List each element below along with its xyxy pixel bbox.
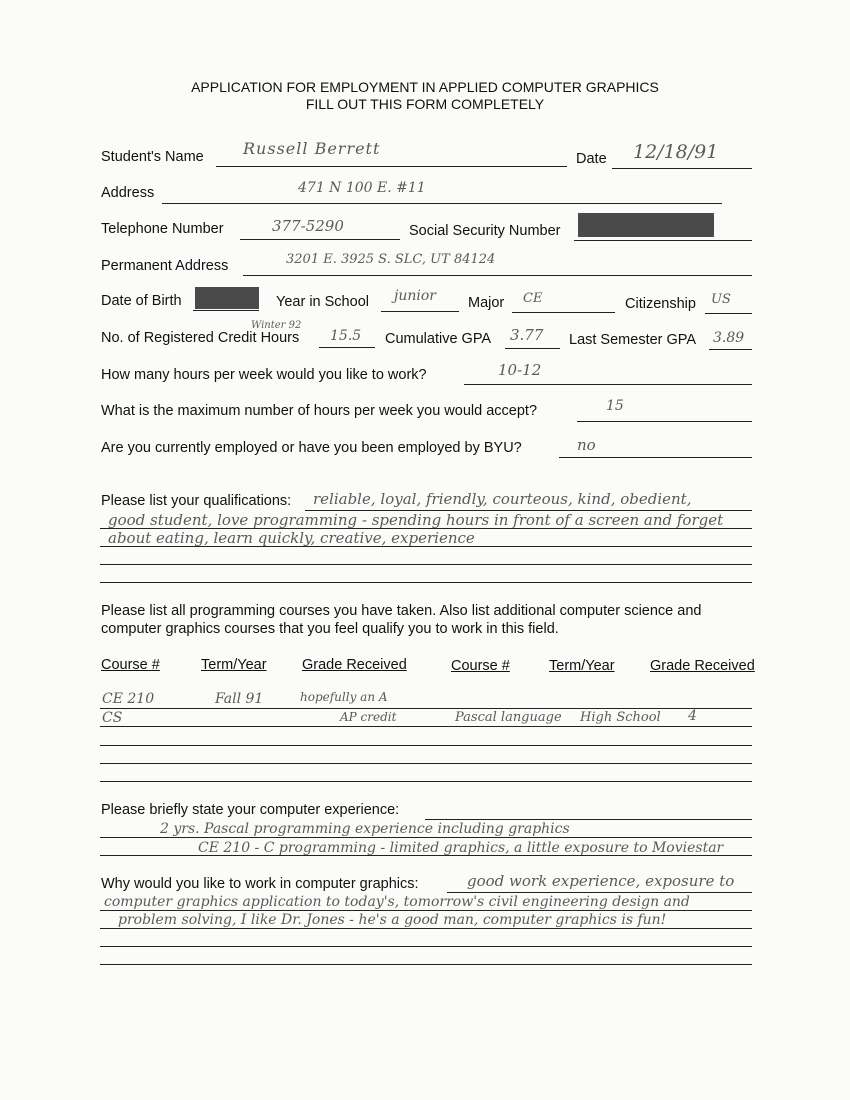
why-answer-2: computer graphics application to today's, tomorrow's civil engineering design and [104, 894, 690, 910]
cumulative-gpa-label: Cumulative GPA [385, 331, 492, 347]
student-name-value: Russell Berrett [243, 139, 381, 158]
major-line [512, 312, 615, 313]
telephone-line [240, 239, 400, 240]
ssn-line [574, 240, 752, 241]
byu-employed-line [559, 457, 752, 458]
form-subtitle: FILL OUT THIS FORM COMPLETELY [305, 96, 545, 112]
credit-hours-value: 15.5 [330, 328, 362, 344]
credit-hours-note: Winter 92 [251, 320, 302, 331]
courses-instructions-2: computer graphics courses that you feel qualify you to work in this field. [101, 621, 559, 637]
why-line-4 [100, 946, 752, 947]
year-in-school-line [381, 311, 459, 312]
course-2-grade-2: 4 [688, 708, 697, 724]
address-label: Address [101, 185, 155, 201]
citizenship-value: US [711, 292, 731, 307]
citizenship-line [705, 313, 752, 314]
why-label: Why would you like to work in computer graphics: [101, 876, 419, 892]
course-2-term-2: High School [580, 710, 661, 725]
permanent-address-value: 3201 E. 3925 S. SLC, UT 84124 [286, 252, 496, 267]
dob-redaction [195, 287, 259, 309]
experience-answer-1: 2 yrs. Pascal programming experience including graphics [160, 821, 570, 837]
course-2-grade: AP credit [340, 710, 397, 724]
credit-hours-label: No. of Registered Credit Hours [101, 330, 300, 346]
last-gpa-label: Last Semester GPA [569, 332, 697, 348]
course-header-course-1: Course # [101, 657, 160, 673]
permanent-address-label: Permanent Address [101, 258, 229, 274]
byu-employed-label: Are you currently employed or have you been employed by BYU? [101, 440, 522, 456]
course-2-number: CS [102, 710, 123, 726]
course-header-grade-1: Grade Received [302, 657, 407, 673]
course-header-course-2: Course # [451, 658, 510, 674]
citizenship-label: Citizenship [625, 296, 696, 312]
qualifications-answer-2: good student, love programming - spending hours in front of a screen and forget [108, 511, 724, 529]
course-row-line-3 [100, 745, 752, 746]
dob-line [193, 310, 259, 311]
major-value: CE [523, 291, 543, 306]
ssn-label: Social Security Number [409, 223, 561, 239]
year-in-school-label: Year in School [276, 294, 369, 310]
hours-per-week-value: 10-12 [498, 361, 542, 379]
student-name-line [216, 166, 567, 167]
form-title: APPLICATION FOR EMPLOYMENT IN APPLIED COMPUTER GRAPHICS [191, 79, 659, 95]
qualifications-line-5 [100, 582, 752, 583]
telephone-value: 377-5290 [272, 217, 344, 235]
permanent-address-line [243, 275, 752, 276]
courses-instructions-1: Please list all programming courses you have taken. Also list additional computer science and [101, 603, 702, 619]
byu-employed-value: no [577, 436, 596, 454]
ssn-redaction [578, 213, 714, 237]
experience-label: Please briefly state your computer experience: [101, 802, 400, 818]
course-1-grade: hopefully an A [300, 690, 388, 704]
qualifications-answer-1: reliable, loyal, friendly, courteous, kind, obedient, [313, 490, 692, 508]
qualifications-answer-3: about eating, learn quickly, creative, experience [108, 529, 475, 547]
telephone-label: Telephone Number [101, 221, 224, 237]
credit-hours-line [319, 347, 375, 348]
hours-per-week-line [464, 384, 752, 385]
date-value: 12/18/91 [633, 141, 719, 163]
address-value: 471 N 100 E. #11 [298, 180, 426, 196]
why-answer-1: good work experience, exposure to [467, 872, 735, 890]
max-hours-label: What is the maximum number of hours per week you would accept? [101, 403, 538, 419]
cumulative-gpa-value: 3.77 [510, 326, 544, 344]
qualifications-line-4 [100, 564, 752, 565]
experience-answer-2: CE 210 - C programming - limited graphics, a little exposure to Moviestar [198, 840, 724, 856]
course-1-number: CE 210 [102, 691, 155, 707]
cumulative-gpa-line [505, 348, 560, 349]
why-answer-3: problem solving, I like Dr. Jones - he's a good man, computer graphics is fun! [118, 912, 667, 928]
course-header-term-1: Term/Year [201, 657, 267, 673]
date-label: Date [576, 151, 607, 167]
qualifications-label: Please list your qualifications: [101, 493, 292, 509]
max-hours-value: 15 [606, 398, 624, 414]
course-header-grade-2: Grade Received [650, 658, 755, 674]
last-gpa-line [709, 349, 752, 350]
student-name-label: Student's Name [101, 149, 204, 165]
dob-label: Date of Birth [101, 293, 182, 309]
hours-per-week-label: How many hours per week would you like to work? [101, 367, 427, 383]
course-2-number-2: Pascal language [455, 710, 562, 725]
course-1-term: Fall 91 [215, 691, 264, 707]
course-row-line-5 [100, 781, 752, 782]
major-label: Major [468, 295, 505, 311]
date-line [612, 168, 752, 169]
course-row-line-4 [100, 763, 752, 764]
why-line-5 [100, 964, 752, 965]
max-hours-line [577, 421, 752, 422]
course-header-term-2: Term/Year [549, 658, 615, 674]
year-in-school-value: junior [394, 288, 436, 304]
last-gpa-value: 3.89 [713, 330, 745, 346]
address-line [162, 203, 722, 204]
